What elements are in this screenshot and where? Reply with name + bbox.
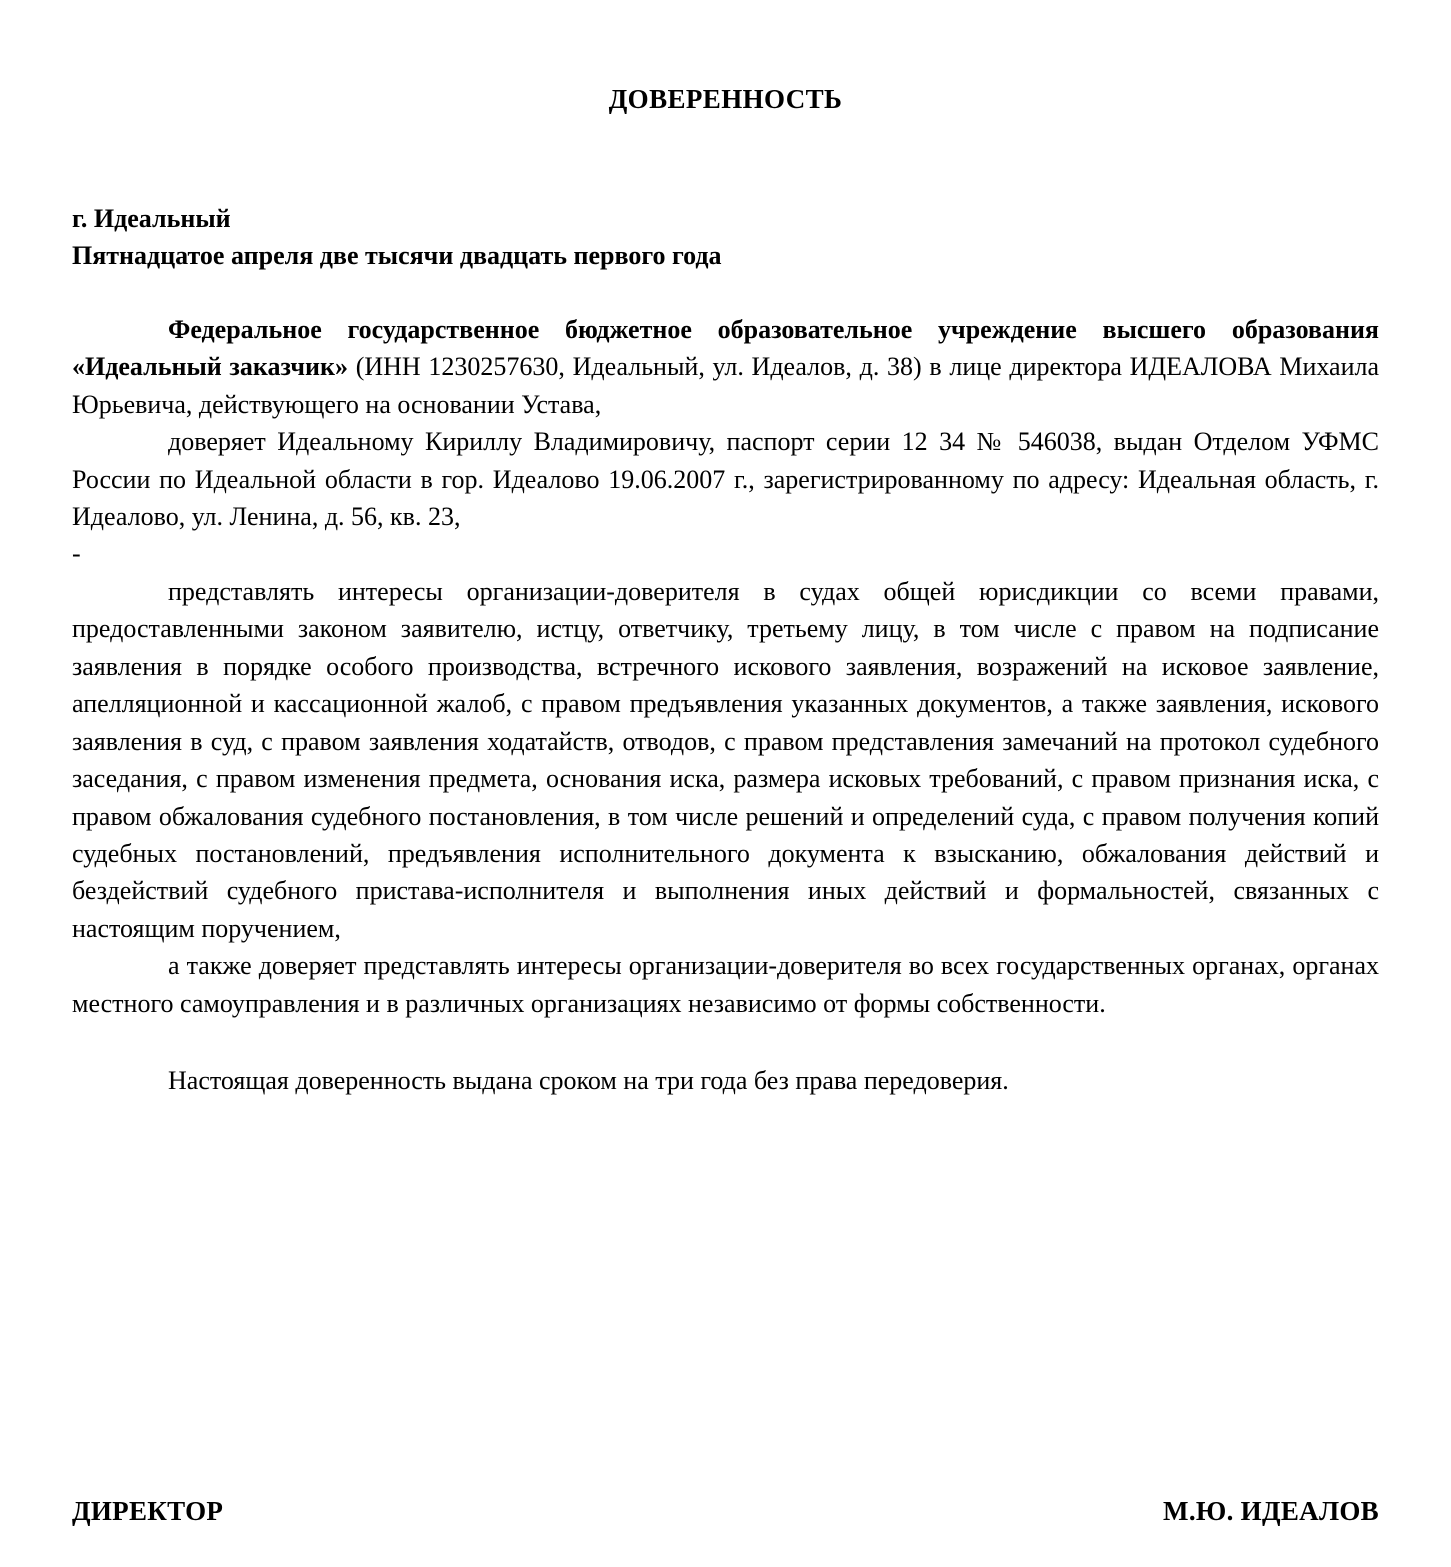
representative-paragraph: доверяет Идеальному Кириллу Владимировичу, паспорт серии 12 34 № 546038, выдан Отделом УФМС России по Идеальной области в гор. Идеалово 19.06.2007 г., зарегистрированному по адресу: Идеальная область, г. Идеалово, ул. Ленина, д. 56, кв. 23, bbox=[72, 427, 1379, 531]
term-block bbox=[72, 1062, 1379, 1099]
header-block bbox=[72, 201, 1379, 275]
date-line: Пятнадцатое апреля две тысячи двадцать первого года bbox=[72, 240, 722, 270]
page-title: ДОВЕРЕННОСТЬ bbox=[608, 84, 843, 114]
principal-paragraph bbox=[72, 311, 1379, 423]
signature-name: М.Ю. ИДЕАЛОВ bbox=[1163, 1496, 1379, 1526]
dash-line: - bbox=[72, 539, 81, 569]
principal-details: (ИНН 1230257630, Идеальный, ул. Идеалов, д. 38) в лице директора ИДЕАЛОВА Михаила Юрьевича, действующего на основании Устава, bbox=[72, 352, 1380, 419]
signature-row bbox=[72, 1496, 1379, 1527]
additional-powers-paragraph: а также доверяет представлять интересы организации-доверителя во всех государственных органах, органах местного самоуправления и в различных организациях независимо от формы собственности. bbox=[72, 951, 1379, 1018]
body-block bbox=[72, 311, 1379, 1100]
signature-position: ДИРЕКТОР bbox=[72, 1496, 224, 1526]
powers-paragraph: представлять интересы организации-доверителя в судах общей юрисдикции со всеми правами, предоставленными законом заявителю, истцу, ответчику, третьему лицу, в том числе с правом на подписание заявления в порядке особого производства, встречного искового заявления, возражений на исковое заявление, апелляционной и кассационной жалоб, с правом предъявления указанных документов, а также заявления, искового заявления в суд, с правом заявления ходатайств, отводов, с правом представления замечаний на протокол судебного заседания, с правом изменения предмета, основания иска, размера исковых требований, с правом признания иска, с правом обжалования судебного постановления, в том числе решений и определений суда, с правом получения копий судебных постановлений, предъявления исполнительного документа к взысканию, обжалования действий и бездействий судебного пристава-исполнителя и выполнения иных действий и формальностей, связанных с настоящим поручением, bbox=[72, 576, 1379, 943]
principal-name: Федеральное государственное бюджетное образовательное учреждение высшего образования «Идеальный заказчик» bbox=[72, 314, 1379, 382]
term-paragraph: Настоящая доверенность выдана сроком на три года без права передоверия. bbox=[168, 1066, 1009, 1096]
place-line: г. Идеальный bbox=[72, 204, 231, 233]
